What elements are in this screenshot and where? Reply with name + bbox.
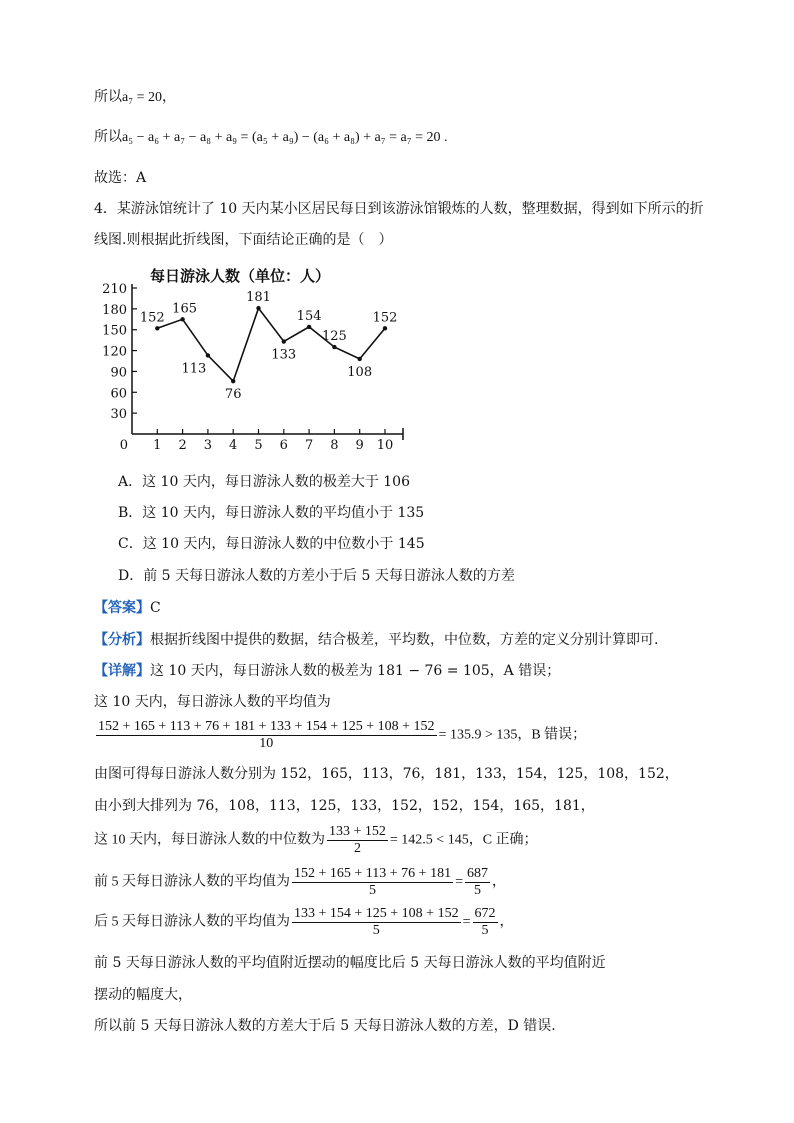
- median-denominator: 2: [353, 841, 361, 856]
- question-4-line1: 4．某游泳馆统计了 10 天内某小区居民每日到该游泳馆锻炼的人数，整理数据，得到如下所示的折: [94, 201, 704, 217]
- data-point: [332, 345, 336, 349]
- back5-result-numerator: 672: [474, 906, 496, 921]
- front5-result-numerator: 687: [466, 866, 488, 881]
- data-point: [256, 306, 260, 310]
- front5-result-denominator: 5: [473, 883, 481, 898]
- analysis-text: 根据折线图中提供的数据，结合极差，平均数，中位数，方差的定义分别计算即可.: [150, 632, 659, 648]
- answer-line: [94, 598, 161, 618]
- back5-prefix: 后 5 天每日游泳人数的平均值为: [94, 914, 290, 930]
- back5-end: ，: [499, 914, 514, 930]
- mean-intro: 这 10 天内，每日游泳人数的平均值为: [94, 694, 331, 710]
- back5-result-fraction: [473, 906, 498, 939]
- detail-tag: 【详解】: [94, 663, 150, 679]
- x-tick-label: 6: [279, 438, 288, 453]
- data-label: 113: [181, 361, 207, 377]
- mean-formula: [94, 719, 586, 752]
- x-tick-label: 5: [254, 438, 263, 453]
- data-point: [206, 353, 210, 357]
- back5-denominator: 5: [372, 923, 380, 938]
- front5-end: ，: [491, 874, 506, 890]
- mean-denominator: 10: [259, 736, 274, 751]
- sorted-list: 由小到大排列为 76，108，113，125，133，152，152，154，165，181，: [94, 798, 595, 814]
- y-tick-label: 90: [110, 365, 127, 381]
- data-point: [231, 379, 235, 383]
- analysis-tag: 【分析】: [94, 632, 150, 648]
- option-c: C．这 10 天内，每日游泳人数的中位数小于 145: [118, 536, 425, 552]
- median-fraction: [327, 824, 388, 857]
- data-label: 152: [139, 310, 165, 326]
- median-result: = 142.5 < 145，C 正确；: [389, 832, 538, 848]
- data-label: 76: [224, 387, 242, 403]
- x-tick-label: 1: [153, 438, 162, 453]
- front5-fraction: [292, 866, 453, 899]
- detail-line: [94, 661, 560, 681]
- data-point: [180, 317, 184, 321]
- x-tick-label: 8: [330, 438, 339, 453]
- option-a: A．这 10 天内，每日游泳人数的极差大于 106: [118, 474, 410, 490]
- data-label: 125: [321, 329, 347, 345]
- back5-line: [94, 906, 514, 939]
- data-label: 181: [246, 290, 271, 306]
- variance-line1: 前 5 天每日游泳人数的平均值附近摆动的幅度比后 5 天每日游泳人数的平均值附近: [94, 955, 606, 971]
- median-line: [94, 824, 538, 857]
- median-numerator: 133 + 152: [329, 824, 386, 839]
- data-label: 133: [271, 347, 297, 363]
- data-label: 154: [296, 308, 322, 324]
- x-tick-label: 4: [229, 438, 238, 453]
- data-point: [282, 339, 286, 343]
- back5-numerator: 133 + 154 + 125 + 108 + 152: [294, 906, 459, 921]
- back5-fraction: [292, 906, 461, 939]
- data-point: [358, 357, 362, 361]
- data-point: [383, 326, 387, 330]
- line-sum: 所以a₅ − a₆ + a₇ − a₈ + a₉ = (a₅ + a₉) − (a₆ + a₈) + a₇ = a₇ = 20 .: [94, 130, 448, 145]
- variance-line2: 摆动的幅度大，: [94, 987, 192, 1003]
- detail-text: 这 10 天内，每日游泳人数的极差为 181 − 76 = 105，A 错误；: [150, 663, 561, 679]
- mean-numerator: 152 + 165 + 113 + 76 + 181 + 133 + 154 + 125 + 108 + 152: [98, 719, 435, 734]
- median-prefix: 这 10 天内，每日游泳人数的中位数为: [94, 832, 325, 848]
- front5-prefix: 前 5 天每日游泳人数的平均值为: [94, 874, 290, 890]
- x-tick-label: 7: [304, 438, 314, 453]
- front5-result-fraction: [465, 866, 490, 899]
- y-tick-label: 180: [102, 302, 127, 318]
- answer-tag: 【答案】: [94, 600, 150, 616]
- chart-title: 每日游泳人数（单位：人）: [150, 267, 331, 285]
- x-tick-label: 9: [355, 438, 364, 453]
- x-tick-label: 10: [376, 438, 394, 453]
- answer-value: C: [150, 600, 161, 616]
- y-tick-label: 120: [102, 344, 127, 360]
- origin-label: 0: [119, 438, 128, 453]
- y-tick-label: 30: [110, 407, 127, 423]
- back5-equals: =: [462, 914, 471, 930]
- chart-svg: [100, 262, 410, 462]
- question-4-line2: 线图.则根据此折线图，下面结论正确的是（ ）: [94, 232, 393, 248]
- data-point: [155, 326, 159, 330]
- variance-line3: 所以前 5 天每日游泳人数的方差大于后 5 天每日游泳人数的方差，D 错误.: [94, 1018, 556, 1034]
- front5-numerator: 152 + 165 + 113 + 76 + 181: [294, 866, 452, 881]
- analysis-line: [94, 630, 658, 650]
- option-b: B．这 10 天内，每日游泳人数的平均值小于 135: [118, 505, 425, 521]
- data-point: [307, 325, 311, 329]
- y-tick-label: 210: [102, 282, 127, 297]
- data-label: 108: [347, 364, 373, 380]
- data-label: 165: [172, 301, 198, 317]
- mean-fraction: [96, 719, 437, 752]
- mean-result: = 135.9 > 135，B 错误；: [438, 727, 587, 743]
- option-d: D．前 5 天每日游泳人数的方差小于后 5 天每日游泳人数的方差: [118, 568, 515, 584]
- answer-line-prev: 故选：A: [94, 170, 147, 186]
- back5-result-denominator: 5: [481, 923, 489, 938]
- x-tick-label: 2: [178, 438, 187, 453]
- front5-line: [94, 866, 506, 899]
- values-list: 由图可得每日游泳人数分别为 152，165，113，76，181，133，154，125，108，152，: [94, 766, 679, 782]
- x-tick-label: 3: [203, 438, 213, 453]
- y-tick-label: 60: [110, 386, 127, 402]
- y-tick-label: 150: [102, 323, 127, 339]
- front5-denominator: 5: [369, 883, 377, 898]
- line-chart: [100, 262, 410, 462]
- front5-equals: =: [455, 874, 463, 890]
- line-a7: 所以a₇ = 20，: [94, 90, 176, 105]
- data-label: 152: [372, 310, 398, 326]
